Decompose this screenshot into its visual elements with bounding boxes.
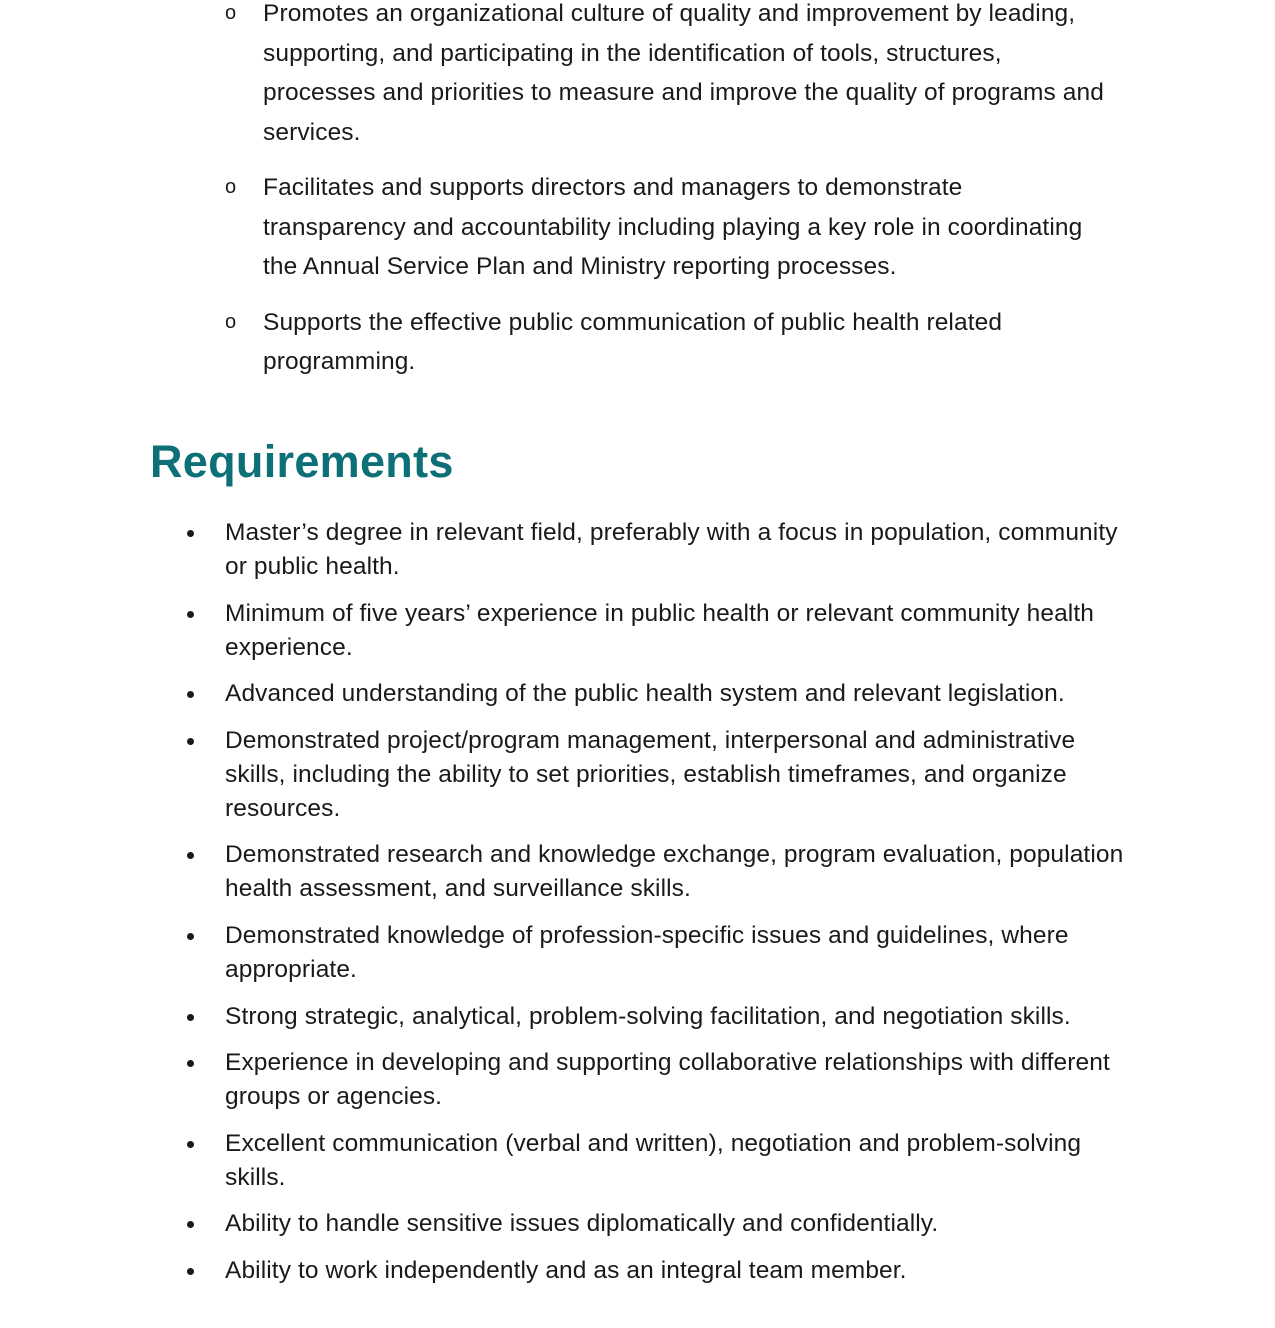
hollow-circle-bullet-icon: o [225,2,237,24]
requirements-list [185,516,1135,1301]
list-item [185,516,1135,584]
list-item [185,1000,1135,1034]
list-item [185,677,1135,711]
bullet-dot-icon [187,611,194,618]
list-item [185,1207,1135,1241]
list-item [185,838,1135,906]
hollow-circle-bullet-icon: o [225,310,237,333]
list-item-text: Ability to work independently and as an integral team member. [225,1256,907,1284]
requirements-heading: Requirements [150,436,454,487]
list-item-text: Demonstrated research and knowledge exchange, program evaluation, population health assessment, and surveillance skills. [225,841,1124,903]
list-item [185,724,1135,826]
responsibilities-sub-list [225,0,1105,398]
list-item-text: Ability to handle sensitive issues diplomatically and confidentially. [225,1210,939,1238]
list-item-text: Demonstrated project/program management, interpersonal and administrative skills, including the ability to set priorities, establish timeframes, and organize resources. [225,726,1076,822]
list-item-text: Promotes an organizational culture of quality and improvement by leading, supporting, and participating in the identification of tools, structures, processes and priorities to measure and improve the quality of programs and services. [263,0,1104,146]
list-item [185,919,1135,987]
list-item [185,1046,1135,1114]
bullet-dot-icon [187,738,194,745]
bullet-dot-icon [187,933,194,940]
bullet-dot-icon [187,1268,194,1275]
list-item [225,303,1105,382]
list-item-text: Advanced understanding of the public health system and relevant legislation. [225,680,1065,708]
list-item [225,0,1105,152]
bullet-dot-icon [187,530,194,537]
bullet-dot-icon [187,1014,194,1021]
list-item [185,1127,1135,1195]
list-item-text: Strong strategic, analytical, problem-solving facilitation, and negotiation skills. [225,1002,1071,1030]
bullet-dot-icon [187,1141,194,1148]
list-item [225,168,1105,287]
bullet-dot-icon [187,691,194,698]
list-item [185,597,1135,665]
list-item-text: Master’s degree in relevant field, preferably with a focus in population, community or public health. [225,519,1118,580]
bullet-dot-icon [187,852,194,859]
hollow-circle-bullet-icon: o [225,176,237,198]
list-item-text: Experience in developing and supporting collaborative relationships with different groups or agencies. [225,1049,1110,1111]
bullet-dot-icon [187,1060,194,1067]
list-item-text: Demonstrated knowledge of profession-specific issues and guidelines, where appropriate. [225,921,1069,983]
list-item-text: Supports the effective public communication of public health related programming. [263,308,1003,375]
list-item-text: Facilitates and supports directors and managers to demonstrate transparency and accountability including playing a key role in coordinating the Annual Service Plan and Ministry reporting processes. [263,174,1083,280]
list-item [185,1254,1135,1288]
list-item-text: Excellent communication (verbal and written), negotiation and problem-solving skills. [225,1129,1082,1191]
list-item-text: Minimum of five years’ experience in public health or relevant community health experience. [225,599,1094,661]
bullet-dot-icon [187,1221,194,1228]
